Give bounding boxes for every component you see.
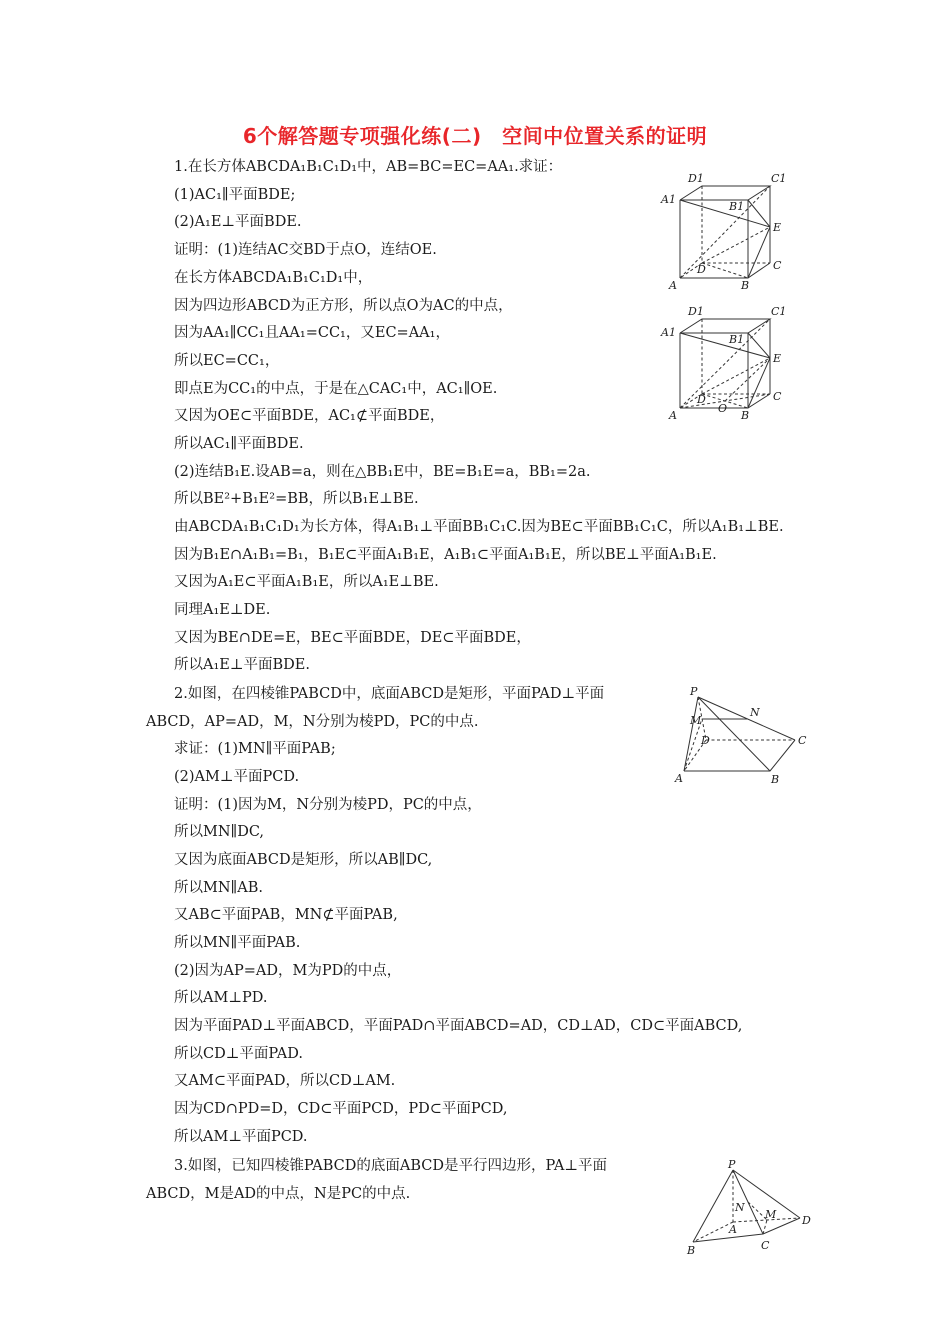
- text-line: (2)因为AP=AD，M为PD的中点，: [174, 963, 402, 979]
- label-E: E: [773, 221, 782, 234]
- label-P: P: [728, 1158, 736, 1171]
- text-line: 所以MN∥平面PAB.: [174, 935, 301, 951]
- label-C1: C1: [771, 305, 787, 318]
- label-A: A: [675, 772, 683, 785]
- text-line: 1.在长方体ABCDA₁B₁C₁D₁中，AB=BC=EC=AA₁.求证：: [174, 159, 563, 175]
- label-D: D: [697, 263, 706, 276]
- text-line: 所以CD⊥平面PAD.: [174, 1046, 303, 1062]
- pyramid-figure-2: [670, 683, 820, 793]
- text-line: (1)AC₁∥平面BDE;: [174, 187, 296, 203]
- label-C: C: [773, 259, 782, 272]
- text-line: 又AM⊂平面PAD，所以CD⊥AM.: [174, 1073, 396, 1089]
- text-line: 所以EC=CC₁，: [174, 353, 280, 369]
- text-line: 所以MN∥DC,: [174, 824, 265, 840]
- text-line: 由ABCDA₁B₁C₁D₁为长方体，得A₁B₁⊥平面BB₁C₁C.因为BE⊂平面BB₁C₁C，所以A₁B₁⊥BE.: [174, 519, 784, 535]
- text-line: 证明：(1)连结AC交BD于点O，连结OE.: [174, 242, 437, 258]
- text-line: 所以AM⊥平面PCD.: [174, 1129, 308, 1145]
- label-B1: B1: [729, 333, 745, 346]
- label-B: B: [741, 409, 750, 422]
- text-line: 所以AM⊥PD.: [174, 990, 268, 1006]
- label-N: N: [750, 706, 760, 719]
- text-line: 3.如图，已知四棱锥PABCD的底面ABCD是平行四边形，PA⊥平面: [174, 1158, 608, 1174]
- page-title: 6个解答题专项强化练(二) 空间中位置关系的证明: [242, 124, 708, 148]
- text-line: 又AB⊂平面PAB，MN⊄平面PAB,: [174, 907, 398, 923]
- cuboid-figure-2: [655, 303, 795, 423]
- label-A: A: [669, 409, 677, 422]
- text-line: 所以BE²+B₁E²=BB，所以B₁E⊥BE.: [174, 491, 419, 507]
- label-B: B: [687, 1244, 696, 1257]
- pyramid-figure-3: [685, 1158, 820, 1258]
- label-B: B: [741, 279, 750, 292]
- text-line: 所以AC₁∥平面BDE.: [174, 436, 304, 452]
- label-D: D: [697, 393, 706, 406]
- text-line: 因为CD∩PD=D，CD⊂平面PCD，PD⊂平面PCD,: [174, 1101, 508, 1117]
- label-C: C: [773, 390, 782, 403]
- label-D: D: [701, 734, 710, 747]
- text-line: 2.如图，在四棱锥PABCD中，底面ABCD是矩形，平面PAD⊥平面: [174, 686, 605, 702]
- label-M: M: [765, 1208, 777, 1221]
- text-line: 因为AA₁∥CC₁且AA₁=CC₁，又EC=AA₁，: [174, 325, 450, 341]
- text-line: 所以MN∥AB.: [174, 880, 263, 896]
- text-line: 同理A₁E⊥DE.: [174, 602, 271, 618]
- label-M: M: [690, 714, 702, 727]
- text-line: 在长方体ABCDA₁B₁C₁D₁中，: [174, 270, 373, 286]
- label-A1: A1: [661, 193, 676, 206]
- text-line: 求证：(1)MN∥平面PAB;: [174, 741, 336, 757]
- text-line: ABCD，M是AD的中点，N是PC的中点.: [146, 1186, 411, 1202]
- text-line: 证明：(1)因为M，N分别为棱PD，PC的中点，: [174, 797, 482, 813]
- text-line: 即点E为CC₁的中点，于是在△CAC₁中，AC₁∥OE.: [174, 381, 498, 397]
- label-P: P: [690, 685, 698, 698]
- text-line: 又因为OE⊂平面BDE，AC₁⊄平面BDE，: [174, 408, 445, 424]
- label-A: A: [669, 279, 677, 292]
- text-line: (2)连结B₁E.设AB=a，则在△BB₁E中，BE=B₁E=a，BB₁=2a.: [174, 464, 591, 480]
- label-B: B: [771, 773, 780, 786]
- label-D: D: [802, 1214, 811, 1227]
- label-E: E: [773, 352, 782, 365]
- label-A: A: [729, 1223, 737, 1236]
- label-B1: B1: [729, 200, 745, 213]
- label-O: O: [718, 402, 728, 415]
- text-line: (2)AM⊥平面PCD.: [174, 769, 300, 785]
- label-D1: D1: [688, 305, 704, 318]
- label-A1: A1: [661, 326, 676, 339]
- label-C: C: [761, 1239, 770, 1252]
- text-line: 所以A₁E⊥平面BDE.: [174, 657, 310, 673]
- text-line: 又因为BE∩DE=E，BE⊂平面BDE，DE⊂平面BDE，: [174, 630, 531, 646]
- text-line: (2)A₁E⊥平面BDE.: [174, 214, 302, 230]
- label-C: C: [798, 734, 807, 747]
- label-N: N: [735, 1201, 745, 1214]
- text-line: ABCD，AP=AD，M，N分别为棱PD，PC的中点.: [146, 714, 479, 730]
- text-line: 又因为A₁E⊂平面A₁B₁E，所以A₁E⊥BE.: [174, 574, 439, 590]
- text-line: 因为四边形ABCD为正方形，所以点O为AC的中点，: [174, 298, 513, 314]
- label-D1: D1: [688, 172, 704, 185]
- cuboid-figure-1: [655, 170, 795, 290]
- text-line: 因为平面PAD⊥平面ABCD，平面PAD∩平面ABCD=AD，CD⊥AD，CD⊂平面ABCD,: [174, 1018, 743, 1034]
- label-C1: C1: [771, 172, 787, 185]
- text-line: 又因为底面ABCD是矩形，所以AB∥DC,: [174, 852, 433, 868]
- text-line: 因为B₁E∩A₁B₁=B₁，B₁E⊂平面A₁B₁E，A₁B₁⊂平面A₁B₁E，所以BE⊥平面A₁B₁E.: [174, 547, 717, 563]
